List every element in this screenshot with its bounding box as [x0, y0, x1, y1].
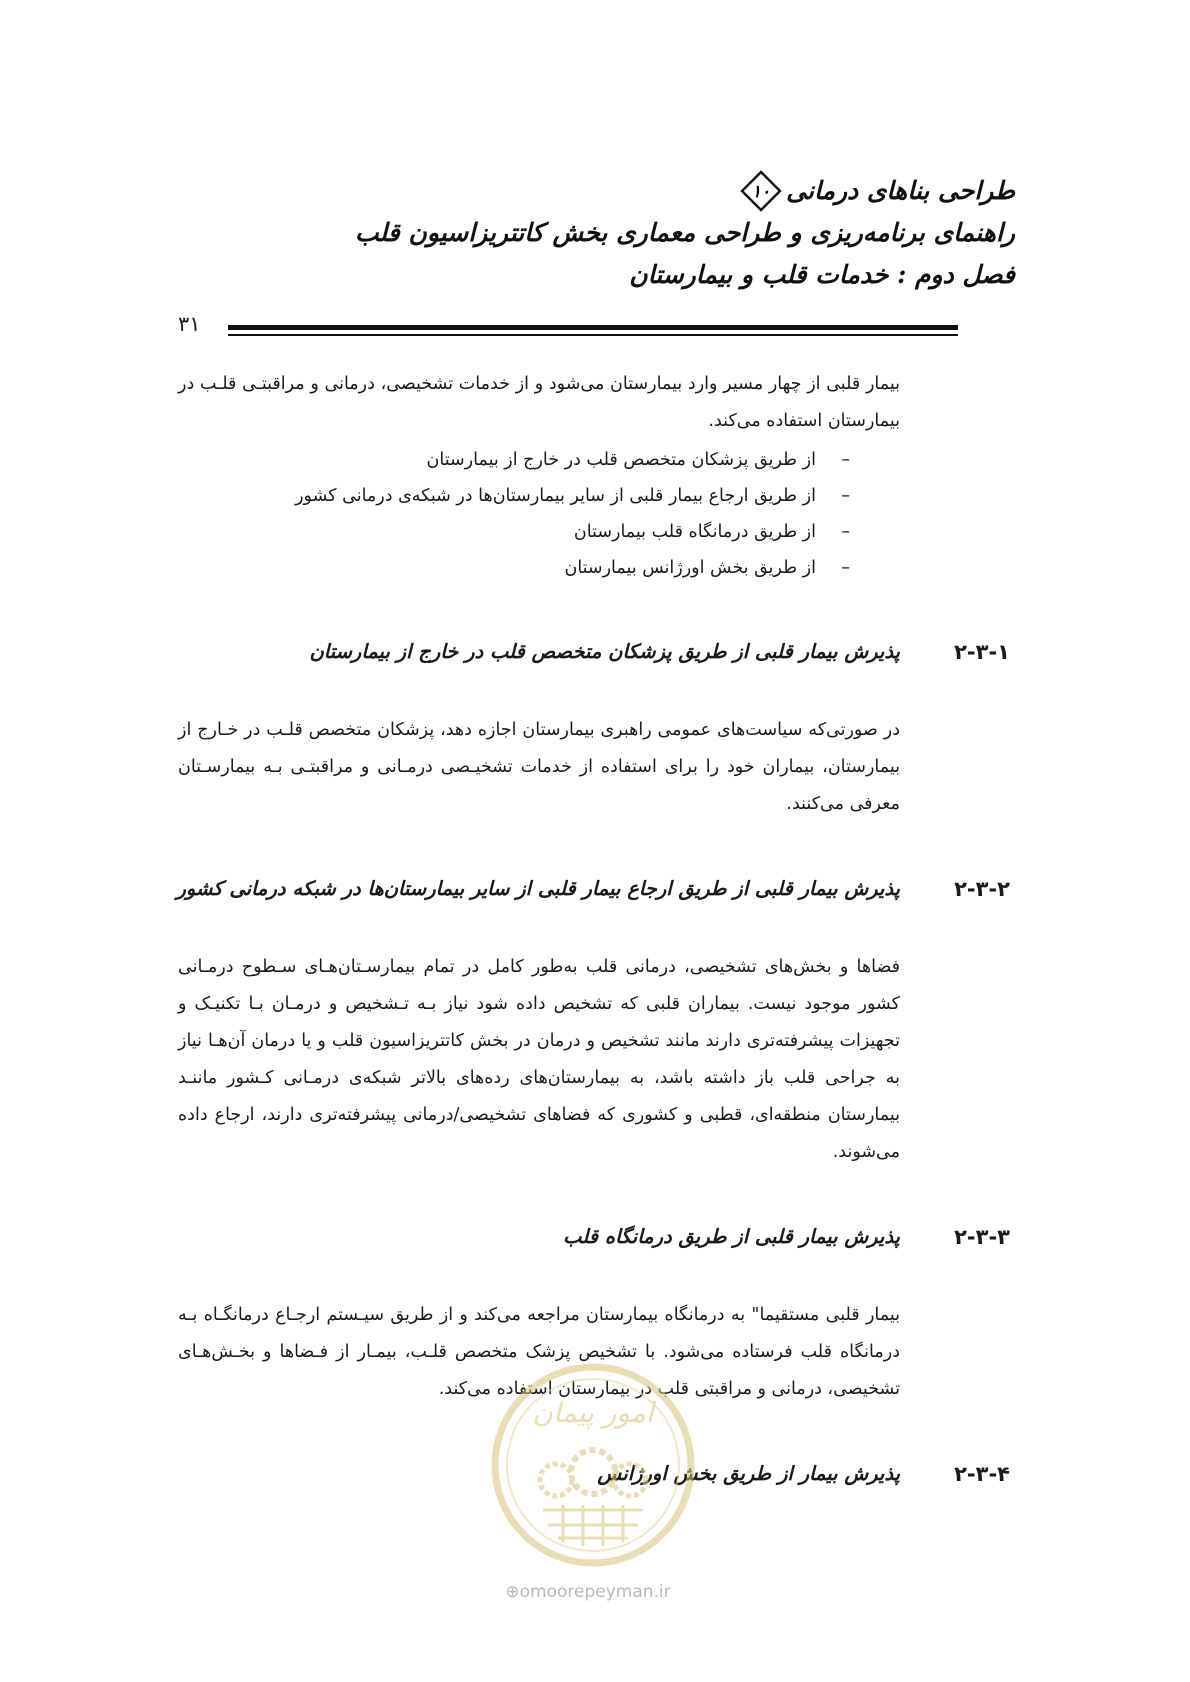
dash-bullet-icon: –: [841, 522, 850, 542]
watermark-logo: [488, 1360, 698, 1570]
dash-bullet-icon: –: [841, 558, 850, 578]
section-paragraph-3: بیمار قلبی مستقیما" به درمانگاه بیمارستان مراجعه می‌کند و از طریق سیـستم ارجـاع درمانگـاه بـه درمانگاه قلب فرستاده می‌شود. با تشخیص پزشک متخصص قلـب، بیمـار از فـضاها و بخـش‌هـای تشخیصی، درمانی و مراقبتی قلب در بیمارستان استفاده می‌کند.: [178, 1305, 900, 1399]
header-series-title: طراحی بناهای درمانی: [786, 176, 1015, 205]
running-header: [255, 170, 1015, 296]
section-title: پذیرش بیمار قلبی از طریق درمانگاه قلب: [563, 1225, 900, 1248]
volume-number: ۱۰: [752, 182, 771, 202]
list-item: – از طریق ارجاع بیمار قلبی از سایر بیمارستان‌ها در شبکه‌ی درمانی کشور: [178, 478, 850, 514]
dash-bullet-icon: –: [841, 450, 850, 470]
section-title: پذیرش بیمار قلبی از طریق پزشکان متخصص قلب در خارج از بیمارستان: [309, 640, 900, 663]
section-paragraph-2: فضاها و بخش‌های تشخیصی، درمانی قلب به‌طور کامل در تمام بیمارسـتان‌هـای سـطوح درمـانی کشور موجود نیست. بیماران قلبی که تشخیص داده شود نیاز بـه تـشخیص و درمـان بـا تکنیـک و تجهیزات پیشرفته‌تری دارند مانند تشخیص و درمان در بخش کاتتریزاسیون قلب و یا درمان آن‌هـا نیاز به جراحی قلب باز داشته باشد، به بیمارستان‌های رده‌های بالاتر شبکه‌ی درمـانی کـشور ماننـد بیمارستان منطقه‌ای، قطبی و کشوری که فضاهای تشخیصی/درمانی پیشرفته‌تری دارند، ارجاع داده می‌شوند.: [178, 957, 900, 1162]
section-heading-2: [176, 869, 1010, 909]
header-rule-thin: [228, 334, 958, 336]
section-number: ۲-۳-۴: [954, 1462, 1010, 1486]
body-content: [176, 366, 1010, 1534]
list-item: – از طریق بخش اورژانس بیمارستان: [178, 550, 850, 586]
volume-diamond-badge: [740, 170, 782, 212]
intro-paragraph: بیمار قلبی از چهار مسیر وارد بیمارستان می‌شود و از خدمات تشخیصی، درمانی و مراقبتـی قلـب در بیمارستان استفاده می‌کند.: [178, 374, 900, 431]
section-number: ۲-۳-۲: [954, 877, 1010, 901]
section-number: ۲-۳-۱: [954, 640, 1010, 664]
list-item: – از طریق درمانگاه قلب بیمارستان: [178, 514, 850, 550]
globe-icon: ⊕: [505, 1582, 520, 1602]
section-title: پذیرش بیمار از طریق بخش اورژانس: [597, 1462, 900, 1485]
section-number: ۲-۳-۳: [954, 1225, 1010, 1249]
header-rule-thick: [228, 325, 958, 330]
header-chapter-title: فصل دوم : خدمات قلب و بیمارستان: [629, 260, 1015, 289]
list-item: – از طریق پزشکان متخصص قلب در خارج از بیمارستان: [178, 442, 850, 478]
page-number: ۳۱: [178, 312, 201, 336]
header-series-line: [255, 170, 1015, 212]
entry-route-list: [178, 442, 900, 586]
section-heading-3: [178, 1217, 1010, 1257]
section-heading-1: [178, 632, 1010, 672]
watermark-url: ⊕omoorepeyman.ir: [505, 1582, 671, 1602]
watermark-logo-text: امور پیمان: [532, 1396, 654, 1429]
section-title: پذیرش بیمار قلبی از طریق ارجاع بیمار قلبی از سایر بیمارستان‌ها در شبکه درمانی کشور: [176, 877, 900, 900]
section-paragraph-1: در صورتی‌که سیاست‌های عمومی راهبری بیمارستان اجازه دهد، پزشکان متخصص قلـب در خـارج از بیمارستان، بیماران خود را برای استفاده از خدمات تشخیـصی درمـانی و مراقبتـی بـه بیمارسـتان معرفی می‌کنند.: [178, 720, 900, 814]
dash-bullet-icon: –: [841, 486, 850, 506]
header-guide-title: راهنمای برنامه‌ریزی و طراحی معماری بخش کاتتریزاسیون قلب: [354, 218, 1015, 247]
